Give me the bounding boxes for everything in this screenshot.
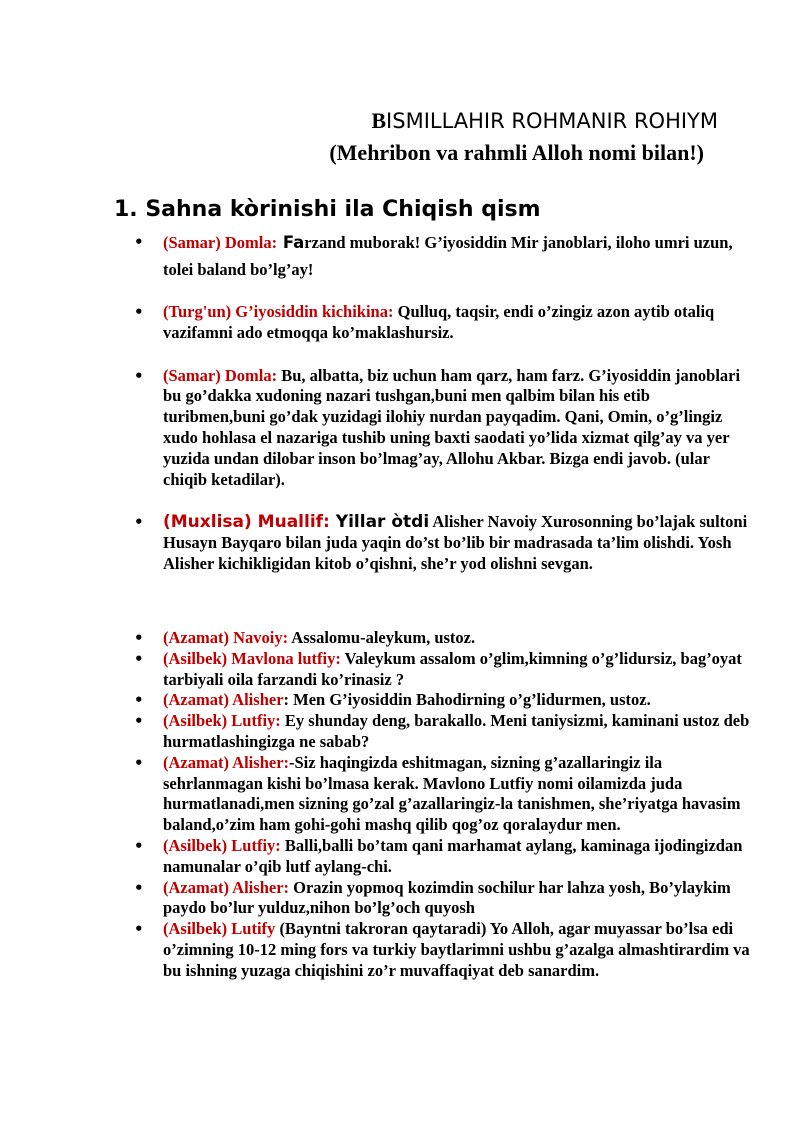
speaker-label: (Turg'un) G’iyosiddin kichikina:: [163, 302, 394, 321]
dialogue-text: Ey shunday deng, barakallo. Meni taniysizmi, kaminani ustoz deb hurmatlashingizga ne sabab?: [163, 711, 750, 751]
speaker-label: (Asilbek) Lutify: [163, 919, 276, 939]
title-rest: ISMILLAHIR ROHMANIR ROHIYM: [386, 109, 718, 133]
speaker-label: (Muxlisa) Muallif:: [163, 512, 330, 533]
dialogue-item: [134, 628, 754, 649]
speaker-label: (Asilbek) Mavlona lutfiy:: [163, 648, 341, 668]
title-first-letter: B: [371, 108, 387, 133]
sans-text: Yillar òtdi: [329, 512, 430, 533]
dialogue-text: -Siz haqingizda eshitmagan, sizning g’azallaringiz ila sehrlanmagan kishi bo’lmasa kerak. Mavlono Lutfiy nomi oilamizda juda hurmatlanadi,men sizning go’zal g’azallaringiz-la tanishmen, she’riyatga havasim baland,o’zim ham gohi-gohi mashq qilib qog’oz qoralaydur men.: [163, 752, 741, 835]
dialogue-text: Valeykum assalom o’glim,kimning o’g’lidursiz, bag’oyat tarbiyali oila farzandi ko’rinasiz ?: [163, 648, 742, 689]
speaker-label: (Azamat) Alisher: [163, 690, 284, 710]
dialogue-text: Alisher Navoiy Xurosonning bo’lajak sultoni Husayn Bayqaro bilan juda yaqin do’st bo’lib bir madrasada ta’lim olishdi. Yosh Alisher kichikligidan kitob o’qishni, she’r yod olishni sevgan.: [163, 512, 748, 573]
section-heading: 1. Sahna kòrinishi ila Chiqish qism: [114, 197, 541, 222]
dialogue-text: Balli,balli bo’tam qani marhamat aylang, kaminaga ijodingizdan namunalar o’qib lutf aylang-chi.: [163, 835, 743, 876]
dialogue-item: [134, 302, 754, 344]
dialogue-item: [134, 229, 754, 283]
dialogue-item: [134, 836, 754, 878]
dialogue-text: rzand muborak! G’iyosiddin Mir janoblari, iloho umri uzun, tolei baland bo’lg’ay!: [163, 233, 733, 279]
speaker-label: (Asilbek) Lutfiy:: [163, 711, 281, 731]
dialogue-list-main: [134, 628, 754, 982]
dialogue-item: [134, 366, 754, 491]
dialogue-item: [134, 919, 754, 981]
subtitle: (Mehribon va rahmli Alloh nomi bilan!): [329, 140, 704, 165]
dialogue-item: [134, 512, 754, 574]
dialogue-text: Qulluq, taqsir, endi o’zingiz azon aytib otaliq vazifamni ado etmoqqa ko’maklashursiz.: [163, 302, 715, 342]
dialogue-item: [134, 711, 754, 753]
speaker-label: (Azamat) Alisher:: [163, 752, 290, 772]
dialogue-text: Assalomu-aleykum, ustoz.: [288, 628, 476, 647]
dialogue-text: (Bayntni takroran qaytaradi) Yo Alloh, agar muyassar bo’lsa edi o’zimning 10-12 ming fors va turkiy baytlarimni ushbu g’azalga almashtirardim va bu ishning yuzaga chiqishini zo’r muvaffaqiyat deb sanardim.: [163, 919, 750, 980]
dialogue-text: Orazin yopmoq kozimdin sochilur har lahza yosh, Bo’ylaykim paydo bo’lur yulduz,nihon bo’lg’och quyosh: [163, 877, 731, 918]
bismillah-title: [200, 108, 718, 134]
dialogue-text: : Men G’iyosiddin Bahodirning o’g’lidurmen, ustoz.: [283, 690, 651, 710]
speaker-label: (Samar) Domla:: [163, 233, 278, 252]
speaker-label: (Azamat) Navoiy:: [163, 628, 289, 647]
dialogue-item: [134, 753, 754, 836]
dialogue-item: [134, 878, 754, 920]
speaker-label: (Azamat) Alisher:: [163, 877, 290, 897]
dialogue-list-intro: [134, 229, 754, 575]
speaker-label: (Samar) Domla:: [163, 365, 278, 385]
sans-text: Fa: [277, 233, 305, 252]
dialogue-item: [134, 649, 754, 691]
dialogue-item: [134, 690, 754, 711]
speaker-label: (Asilbek) Lutfiy:: [163, 835, 281, 855]
dialogue-text: Bu, albatta, biz uchun ham qarz, ham farz. G’iyosiddin janoblari bu go’dakka xudoning nazari tushgan,buni men qalbim bilan his etib turibmen,buni go’dak yuzidagi ilohiy nurdan payqadim. Qani, Omin, o’g’lingiz xudo hohlasa el nazariga tushib uning baxti saodati yo’lida xizmat qilg’ay va yer yuzida undan dilobar inson bo’lmag’ay, Allohu Akbar. Bizga endi javob. (ular chiqib ketadilar).: [163, 365, 741, 489]
